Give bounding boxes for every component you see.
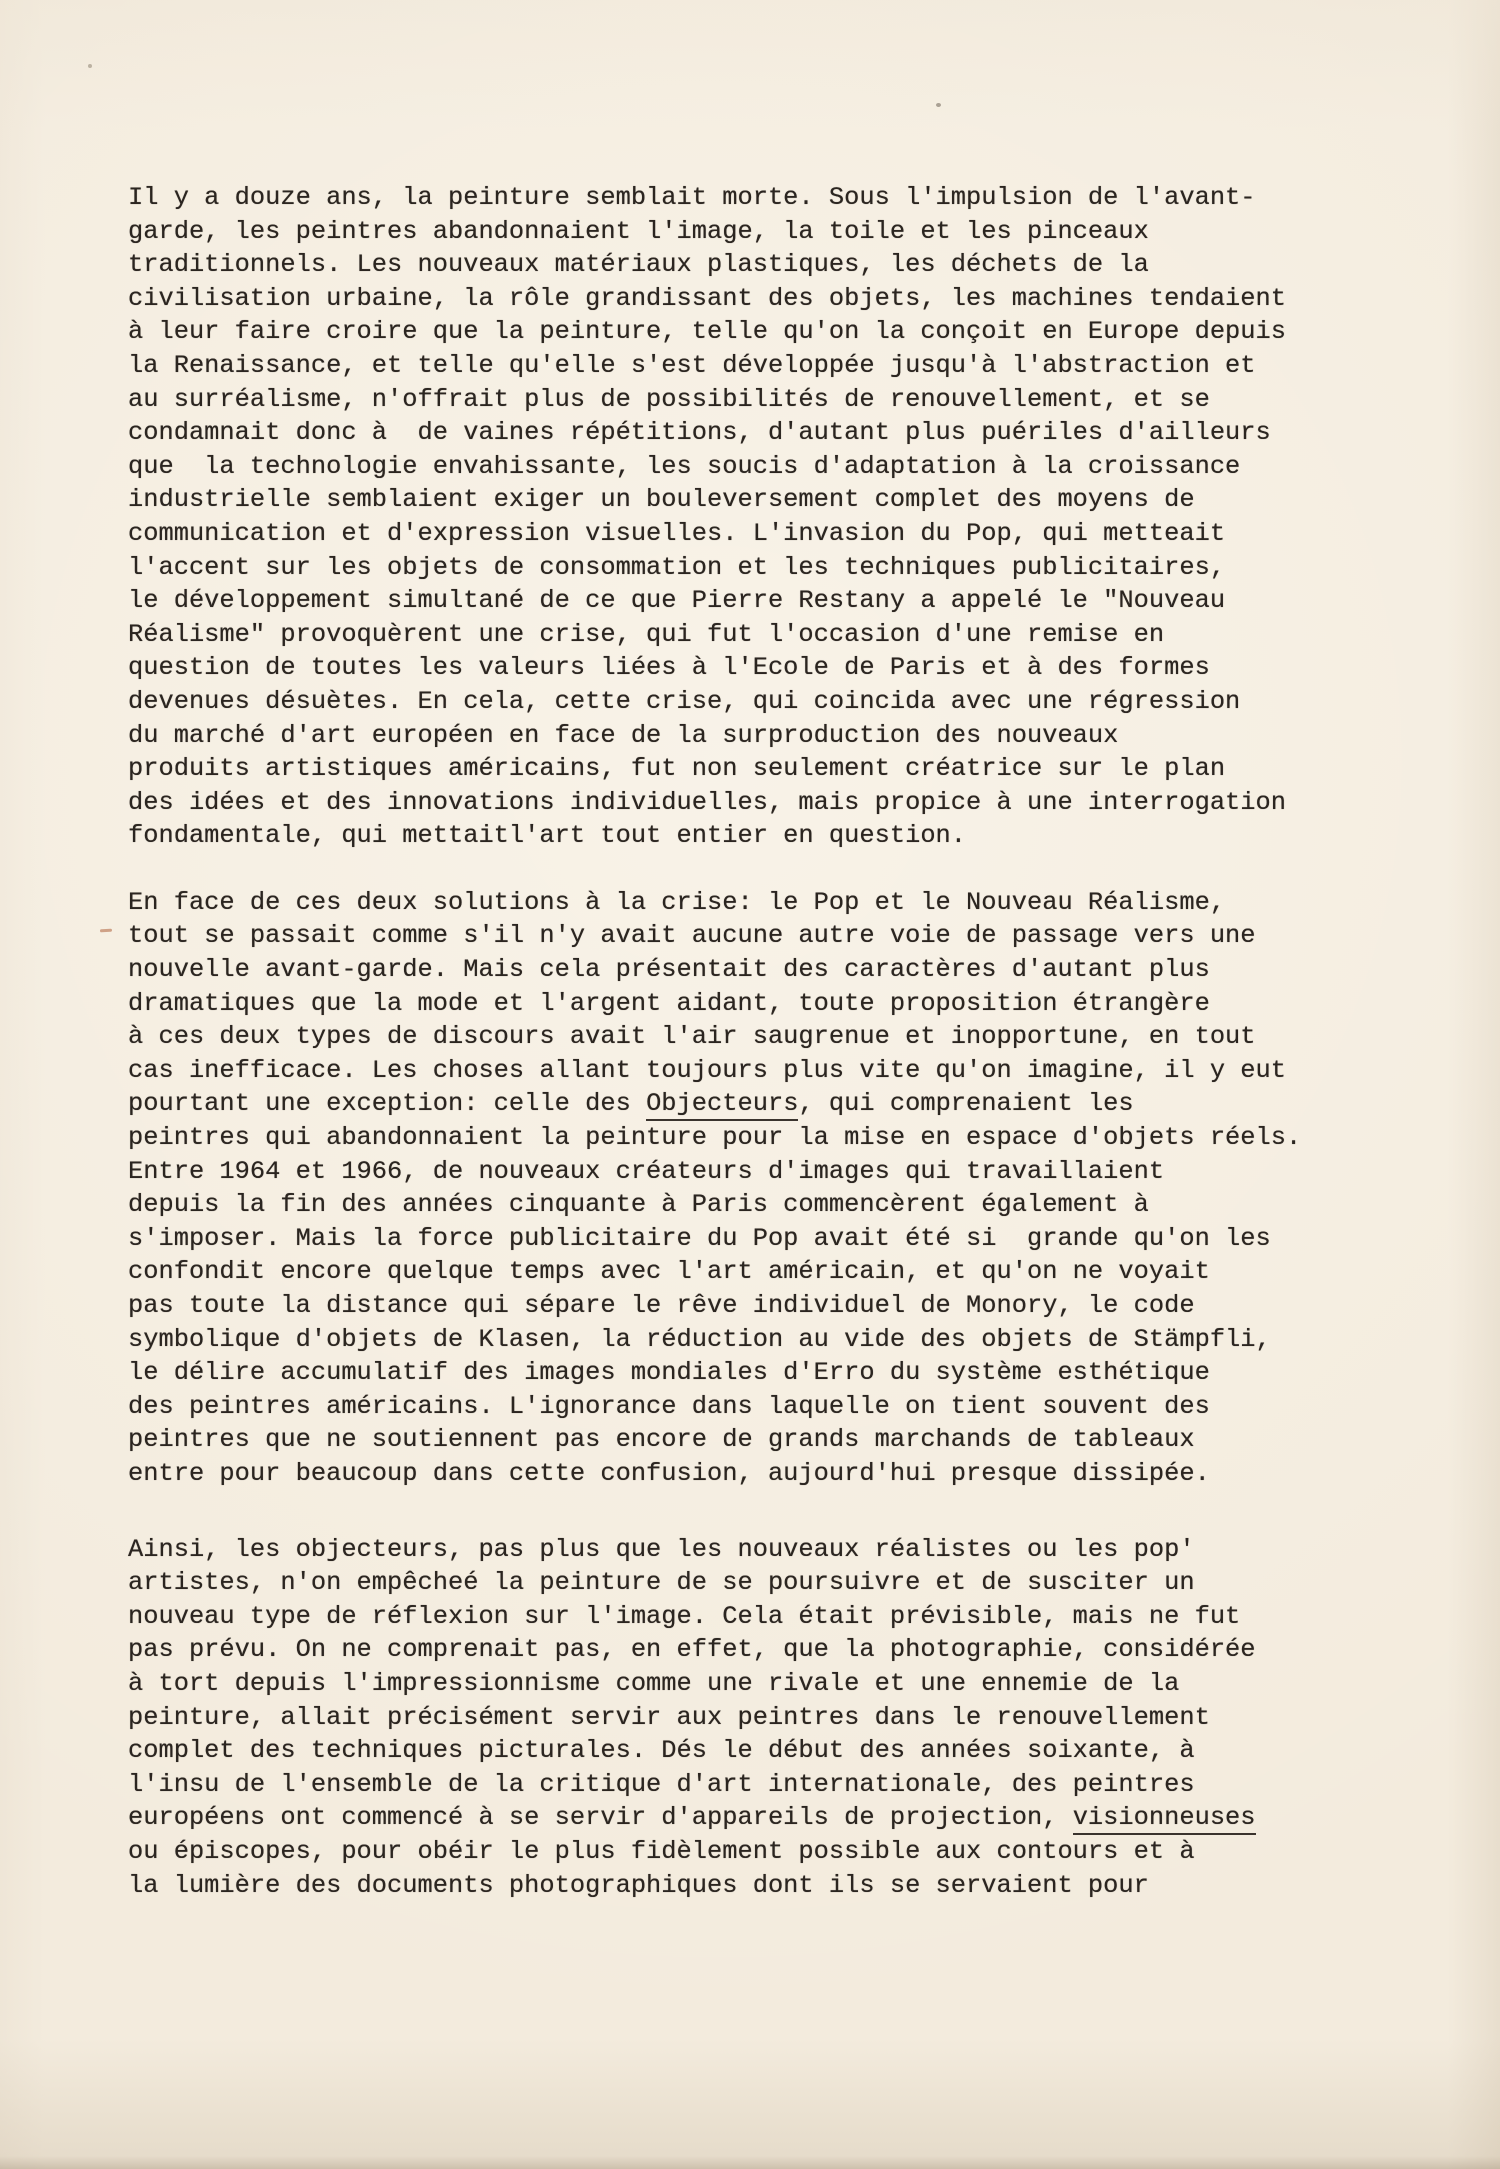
text-line: question de toutes les valeurs liées à l'Ecole de Paris et à des formes [128, 653, 1210, 683]
text-line: pourtant une exception: celle des Objecteurs, qui comprenaient les [128, 1087, 1308, 1121]
text-line: des peintres américains. L'ignorance dans laquelle on tient souvent des [128, 1391, 1210, 1421]
text-line: En face de ces deux solutions à la crise: le Pop et le Nouveau Réalisme, [128, 887, 1226, 917]
text-line: la Renaissance, et telle qu'elle s'est développée jusqu'à l'abstraction et [128, 350, 1256, 380]
text-line: Entre 1964 et 1966, de nouveaux créateurs d'images qui travaillaient [128, 1156, 1165, 1186]
text-line: peinture, allait précisément servir aux peintres dans le renouvellement [128, 1702, 1210, 1732]
text-line: ou épiscopes, pour obéir le plus fidèlement possible aux contours et à [128, 1836, 1195, 1866]
text-line: le délire accumulatif des images mondiales d'Erro du système esthétique [128, 1358, 1210, 1388]
text-line: tout se passait comme s'il n'y avait aucune autre voie de passage vers une [128, 921, 1256, 951]
paragraph [128, 181, 1308, 853]
text-line: du marché d'art européen en face de la surproduction des nouveaux [128, 720, 1119, 750]
underlined-term: visionneuses [1073, 1803, 1256, 1835]
text-line: nouveau type de réflexion sur l'image. Cela était prévisible, mais ne fut [128, 1601, 1241, 1631]
pencil-mark [100, 929, 112, 933]
text-line: pas prévu. On ne comprenait pas, en effet, que la photographie, considérée [128, 1635, 1256, 1665]
paper-speck [936, 103, 941, 107]
text-line: traditionnels. Les nouveaux matériaux plastiques, les déchets de la [128, 250, 1149, 280]
text-line: Il y a douze ans, la peinture semblait morte. Sous l'impulsion de l'avant- [128, 183, 1256, 212]
text-line: à leur faire croire que la peinture, telle qu'on la conçoit en Europe depuis [128, 317, 1287, 347]
text-line: Réalisme" provoquèrent une crise, qui fut l'occasion d'une remise en [128, 619, 1165, 649]
paper-speck [88, 64, 92, 68]
page-text [128, 181, 1308, 1902]
text-line: garde, les peintres abandonnaient l'image, la toile et les pinceaux [128, 216, 1149, 246]
text-line: le développement simultané de ce que Pierre Restany a appelé le "Nouveau [128, 586, 1226, 616]
text-line: l'insu de l'ensemble de la critique d'art internationale, des peintres [128, 1769, 1195, 1799]
text-line: fondamentale, qui mettaitl'art tout entier en question. [128, 821, 967, 851]
text-line: condamnait donc à de vaines répétitions, d'autant plus puériles d'ailleurs [128, 418, 1271, 448]
text-line: civilisation urbaine, la rôle grandissant des objets, les machines tendaient [128, 283, 1287, 313]
text-line: des idées et des innovations individuelles, mais propice à une interrogation [128, 787, 1287, 817]
text-line: cas inefficace. Les choses allant toujours plus vite qu'on imagine, il y eut [128, 1055, 1287, 1085]
text-line: au surréalisme, n'offrait plus de possibilités de renouvellement, et se [128, 384, 1210, 414]
text-line: peintres qui abandonnaient la peinture pour la mise en espace d'objets réels. [128, 1123, 1302, 1153]
text-line: peintres que ne soutiennent pas encore de grands marchands de tableaux [128, 1425, 1195, 1455]
text-line: à ces deux types de discours avait l'air saugrenue et inopportune, en tout [128, 1022, 1256, 1052]
text-line: entre pour beaucoup dans cette confusion, aujourd'hui presque dissipée. [128, 1458, 1210, 1488]
text-line: symbolique d'objets de Klasen, la réduction au vide des objets de Stämpfli, [128, 1324, 1271, 1354]
underlined-term: Objecteurs [646, 1089, 798, 1121]
text-line: produits artistiques américains, fut non seulement créatrice sur le plan [128, 754, 1226, 784]
text-line: communication et d'expression visuelles. L'invasion du Pop, qui metteait [128, 518, 1226, 548]
text-line: pas toute la distance qui sépare le rêve individuel de Monory, le code [128, 1291, 1195, 1320]
text-line: l'accent sur les objets de consommation et les techniques publicitaires, [128, 552, 1226, 582]
text-line: confondit encore quelque temps avec l'art américain, et qu'on ne voyait [128, 1257, 1210, 1287]
text-line: à tort depuis l'impressionnisme comme une rivale et une ennemie de la [128, 1668, 1180, 1698]
text-line: la lumière des documents photographiques dont ils se servaient pour [128, 1870, 1149, 1900]
text-line: depuis la fin des années cinquante à Paris commencèrent également à [128, 1190, 1149, 1220]
text-line: complet des techniques picturales. Dés le début des années soixante, à [128, 1736, 1195, 1766]
text-line: artistes, n'on empêcheé la peinture de se poursuivre et de susciter un [128, 1568, 1195, 1598]
text-line: s'imposer. Mais la force publicitaire du Pop avait été si grande qu'on les [128, 1223, 1271, 1253]
text-line: nouvelle avant-garde. Mais cela présentait des caractères d'autant plus [128, 955, 1210, 985]
text-line: que la technologie envahissante, les soucis d'adaptation à la croissance [128, 451, 1241, 481]
text-line: industrielle semblaient exiger un bouleversement complet des moyens de [128, 485, 1195, 515]
text-line: européens ont commencé à se servir d'appareils de projection, visionneuses [128, 1801, 1308, 1835]
text-line: devenues désuètes. En cela, cette crise, qui coincida avec une régression [128, 686, 1241, 716]
paragraph [128, 886, 1308, 1491]
text-line: dramatiques que la mode et l'argent aidant, toute proposition étrangère [128, 988, 1210, 1018]
text-line: Ainsi, les objecteurs, pas plus que les nouveaux réalistes ou les pop' [128, 1534, 1195, 1564]
paragraph [128, 1533, 1308, 1903]
